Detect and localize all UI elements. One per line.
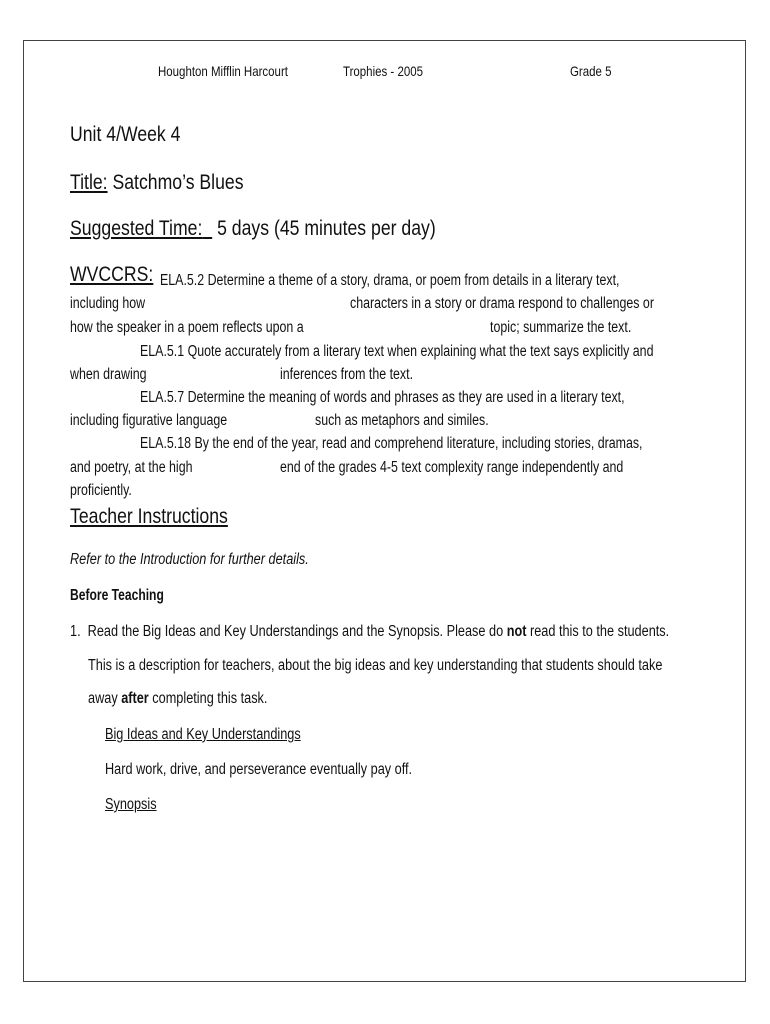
item-emphasis: after <box>121 690 149 707</box>
item-text: away <box>88 690 122 707</box>
big-ideas-heading: Big Ideas and Key Understandings <box>105 726 301 743</box>
standard-line: ELA.5.7 Determine the meaning of words and phrases as they are used in a literary text, <box>140 389 625 406</box>
title-line <box>70 171 244 195</box>
standard-line: characters in a story or drama respond to challenges or <box>350 295 654 312</box>
standard-line: including figurative language <box>70 412 228 429</box>
intro-note: Refer to the Introduction for further details. <box>70 551 309 568</box>
standard-line: such as metaphors and similes. <box>315 412 489 429</box>
standard-line: inferences from the text. <box>280 366 414 383</box>
header-grade: Grade 5 <box>570 63 612 79</box>
big-ideas-text: Hard work, drive, and perseverance eventually pay off. <box>105 761 413 778</box>
item-text: completing this task. <box>148 690 268 707</box>
item-text: Read the Big Ideas and Key Understandings and the Synopsis. Please do <box>87 623 507 640</box>
title-value: Satchmo’s Blues <box>112 171 244 194</box>
unit-week: Unit 4/Week 4 <box>70 123 181 146</box>
standard-line: proficiently. <box>70 482 132 499</box>
standard-line: topic; summarize the text. <box>490 319 632 336</box>
standard-line: including how <box>70 295 146 312</box>
standards-label: WVCCRS: <box>70 263 154 286</box>
standard-line: and poetry, at the high <box>70 459 193 476</box>
standard-line: ELA.5.1 Quote accurately from a literary text when explaining what the text says explicitly and <box>140 343 654 360</box>
document-page <box>23 40 746 982</box>
suggested-time-label: Suggested Time: <box>70 217 203 240</box>
standard-line: end of the grades 4-5 text complexity range independently and <box>280 459 624 476</box>
before-teaching-heading: Before Teaching <box>70 587 164 604</box>
standard-line: when drawing <box>70 366 147 383</box>
header-publisher: Houghton Mifflin Harcourt <box>158 63 288 79</box>
suggested-time-line <box>70 217 436 241</box>
header-series: Trophies - 2005 <box>343 63 423 79</box>
standard-line: how the speaker in a poem reflects upon a <box>70 319 304 336</box>
standard-line: ELA.5.18 By the end of the year, read and comprehend literature, including stories, dramas, <box>140 435 643 452</box>
synopsis-heading: Synopsis <box>105 796 157 813</box>
instruction-item-1-line2: This is a description for teachers, about the big ideas and key understanding that students should take <box>88 657 663 674</box>
instruction-item-1-line3 <box>88 690 267 708</box>
title-label: Title: <box>70 171 108 194</box>
instruction-item-1 <box>70 623 669 641</box>
item-number: 1. <box>70 623 81 640</box>
item-text: read this to the students. <box>526 623 670 640</box>
suggested-time-value: 5 days (45 minutes per day) <box>217 217 436 240</box>
standard-line: ELA.5.2 Determine a theme of a story, drama, or poem from details in a literary text, <box>160 272 620 289</box>
teacher-instructions-heading: Teacher Instructions <box>70 505 228 528</box>
item-emphasis: not <box>506 623 527 640</box>
